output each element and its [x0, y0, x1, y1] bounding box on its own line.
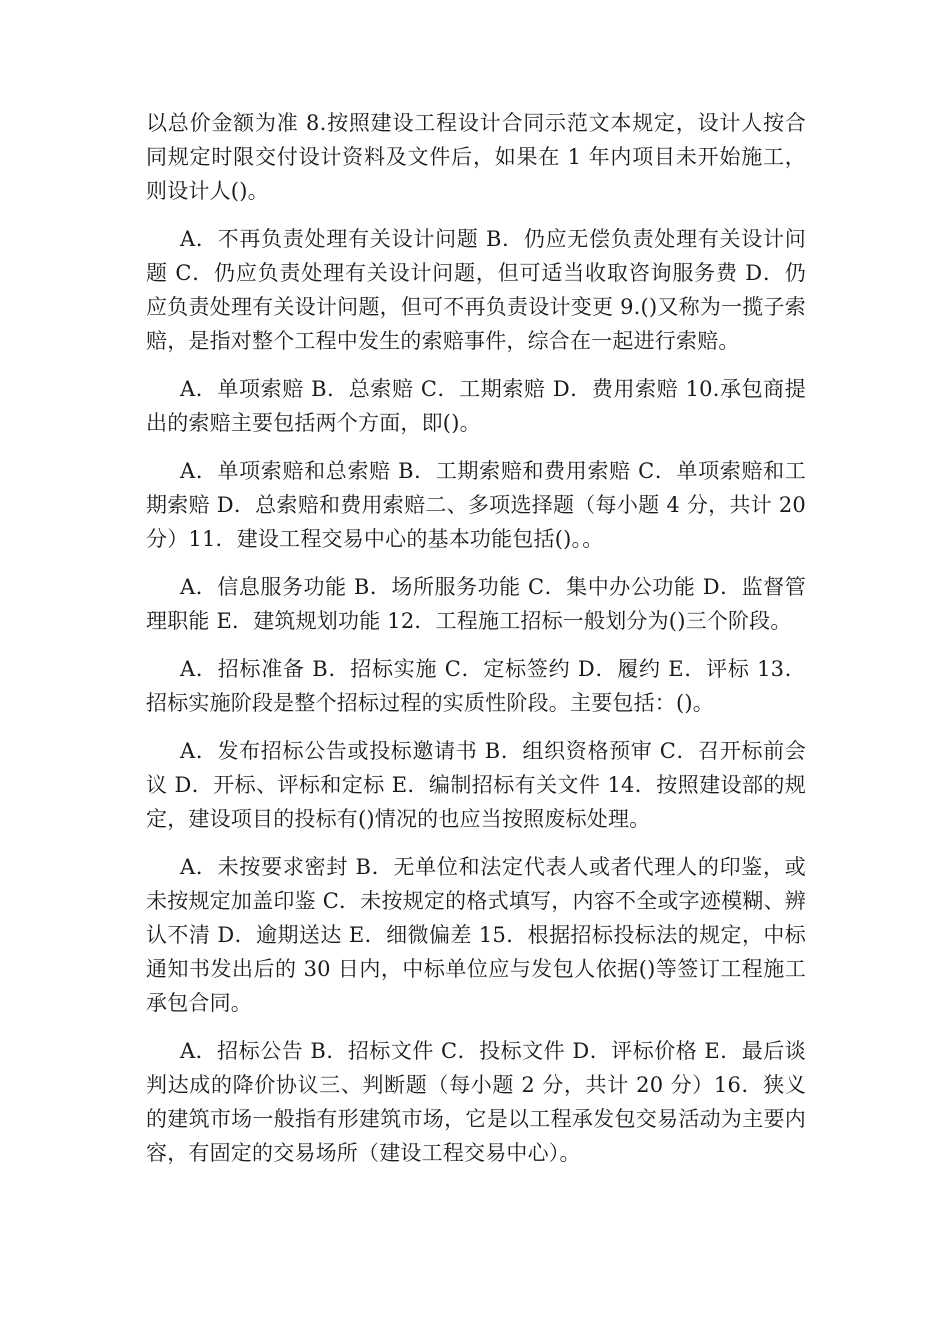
- paragraph-q14-options: A．未按要求密封 B．无单位和法定代表人或者代理人的印鉴，或未按规定加盖印鉴 C．未按规定的格式填写，内容不全或字迹模糊、辨认不清 D．逾期送达 E．细微偏差 15．根据招标投标法的规定，中标通知书发出后的 30 日内，中标单位应与发包人依据()等签订工程施工承包合同。: [146, 855, 806, 1015]
- paragraph-q11-options: A．信息服务功能 B．场所服务功能 C．集中办公功能 D．监督管理职能 E．建筑规划功能 12．工程施工招标一般划分为()三个阶段。: [146, 575, 806, 633]
- paragraph-q8-continuation: 以总价金额为准 8.按照建设工程设计合同示范文本规定，设计人按合同规定时限交付设计资料及文件后，如果在 1 年内项目未开始施工，则设计人()。: [146, 111, 806, 203]
- paragraph-q9-options: A．单项索赔 B．总索赔 C．工期索赔 D．费用索赔 10.承包商提出的索赔主要包括两个方面，即()。: [146, 377, 806, 435]
- paragraph-q15-options: A．招标公告 B．招标文件 C．投标文件 D．评标价格 E．最后谈判达成的降价协议三、判断题（每小题 2 分，共计 20 分）16．狭义的建筑市场一般指有形建筑市场，它是以工程承发包交易活动为主要内容，有固定的交易场所（建设工程交易中心）。: [146, 1039, 806, 1165]
- paragraph-q8-options: A．不再负责处理有关设计问题 B．仍应无偿负责处理有关设计问题 C．仍应负责处理有关设计问题，但可适当收取咨询服务费 D．仍应负责处理有关设计问题，但可不再负责设计变更 9.()又称为一揽子索赔，是指对整个工程中发生的索赔事件，综合在一起进行索赔。: [146, 227, 806, 353]
- paragraph-q12-options: A．招标准备 B．招标实施 C．定标签约 D．履约 E．评标 13．招标实施阶段是整个招标过程的实质性阶段。主要包括：()。: [146, 657, 806, 715]
- paragraph-q13-options: A．发布招标公告或投标邀请书 B．组织资格预审 C．召开标前会议 D．开标、评标和定标 E．编制招标有关文件 14．按照建设部的规定，建设项目的投标有()情况的也应当按照废标处理。: [146, 739, 806, 831]
- document-body: [146, 106, 806, 1184]
- paragraph-q10-options: A．单项索赔和总索赔 B．工期索赔和费用索赔 C．单项索赔和工期索赔 D．总索赔和费用索赔二、多项选择题（每小题 4 分，共计 20 分）11．建设工程交易中心的基本功能包括()。。: [146, 459, 806, 551]
